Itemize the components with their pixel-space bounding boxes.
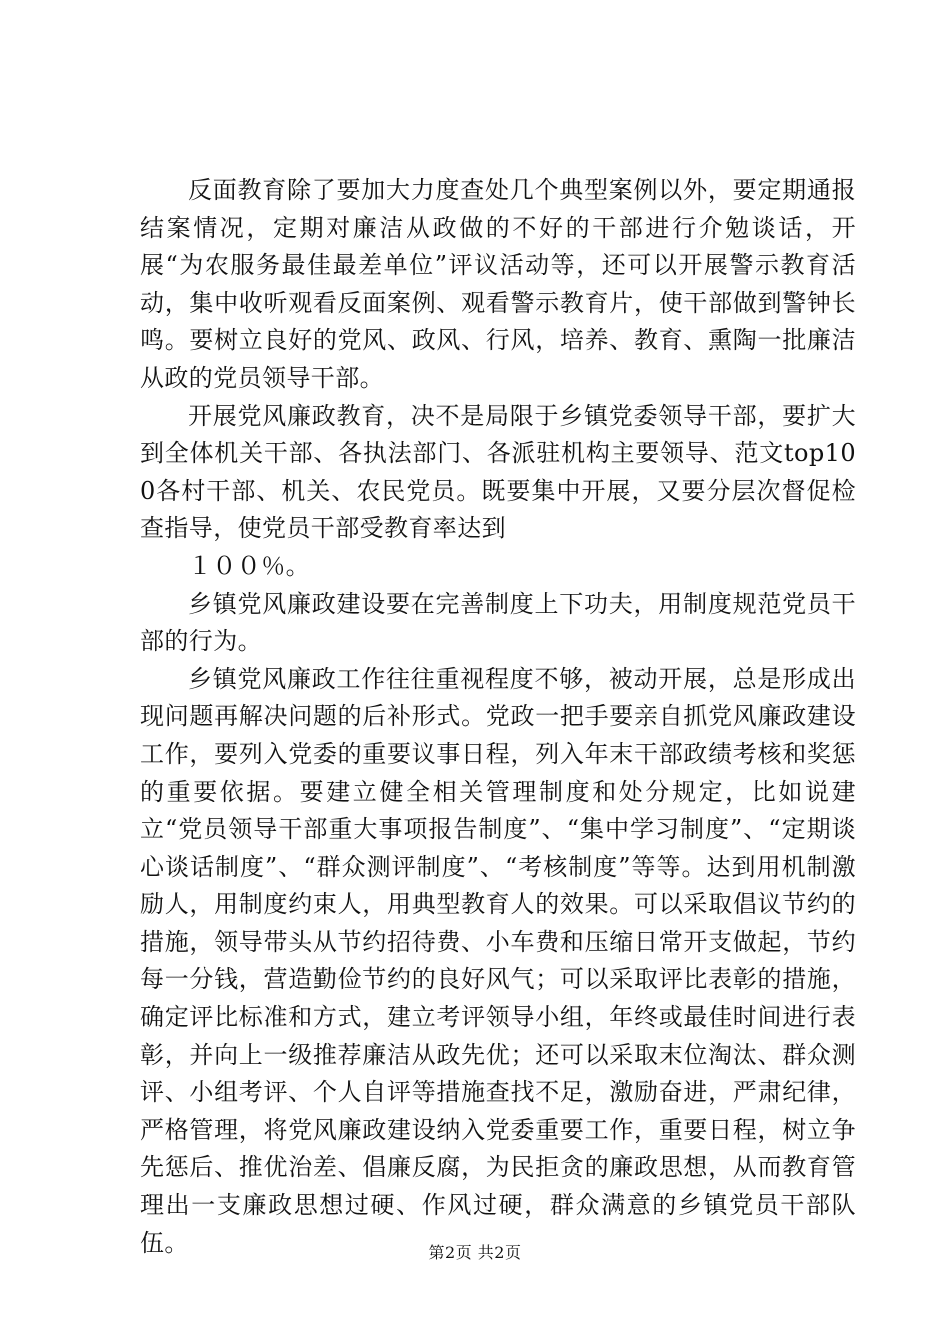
page-footer: 第2页 共2页 [428, 1243, 522, 1262]
paragraph-negative-education: 反面教育除了要加大力度查处几个典型案例以外，要定期通报结案情况，定期对廉洁从政做的不好的干部进行介勉谈话，开展“为农服务最佳最差单位”评议活动等，还可以开展警示教育活动，集中收听观看反面案例、观看警示教育片，使干部做到警钟长鸣。要树立良好的党风、政风、行风，培养、教育、熏陶一批廉洁从政的党员领导干部。 [140, 176, 856, 392]
paragraph-percentage: １００％。 [188, 551, 310, 580]
paragraph-education-scope: 开展党风廉政教育，决不是局限于乡镇党委领导干部，要扩大到全体机关干部、各执法部门、各派驻机构主要领导、范文top100各村干部、机关、农民党员。既要集中开展，又要分层次督促检查指导，使党员干部受教育率达到 [140, 401, 856, 543]
paragraph-system-building: 乡镇党风廉政建设要在完善制度上下功夫，用制度规范党员干部的行为。 [140, 589, 856, 656]
paragraph-measures: 乡镇党风廉政工作往往重视程度不够，被动开展，总是形成出现问题再解决问题的后补形式。党政一把手要亲自抓党风廉政建设工作，要列入党委的重要议事日程，列入年末干部政绩考核和奖惩的重要依据。要建立健全相关管理制度和处分规定，比如说建立“党员领导干部重大事项报告制度”、“集中学习制度”、“定期谈心谈话制度”、“群众测评制度”、“考核制度”等等。达到用机制激励人，用制度约束人，用典型教育人的效果。可以采取倡议节约的措施，领导带头从节约招待费、小车费和压缩日常开支做起，节约每一分钱，营造勤俭节约的良好风气；可以采取评比表彰的措施，确定评比标准和方式，建立考评领导小组，年终或最佳时间进行表彰，并向上一级推荐廉洁从政先优；还可以采取末位淘汰、群众测评、小组考评、个人自评等措施查找不足，激励奋进，严肃纪律，严格管理，将党风廉政建设纳入党委重要工作，重要日程，树立争先惩后、推优治差、倡廉反腐，为民拒贪的廉政思想，从而教育管理出一支廉政思想过硬、作风过硬，群众满意的乡镇党员干部队伍。 [140, 664, 856, 1257]
document-body [140, 172, 856, 1262]
